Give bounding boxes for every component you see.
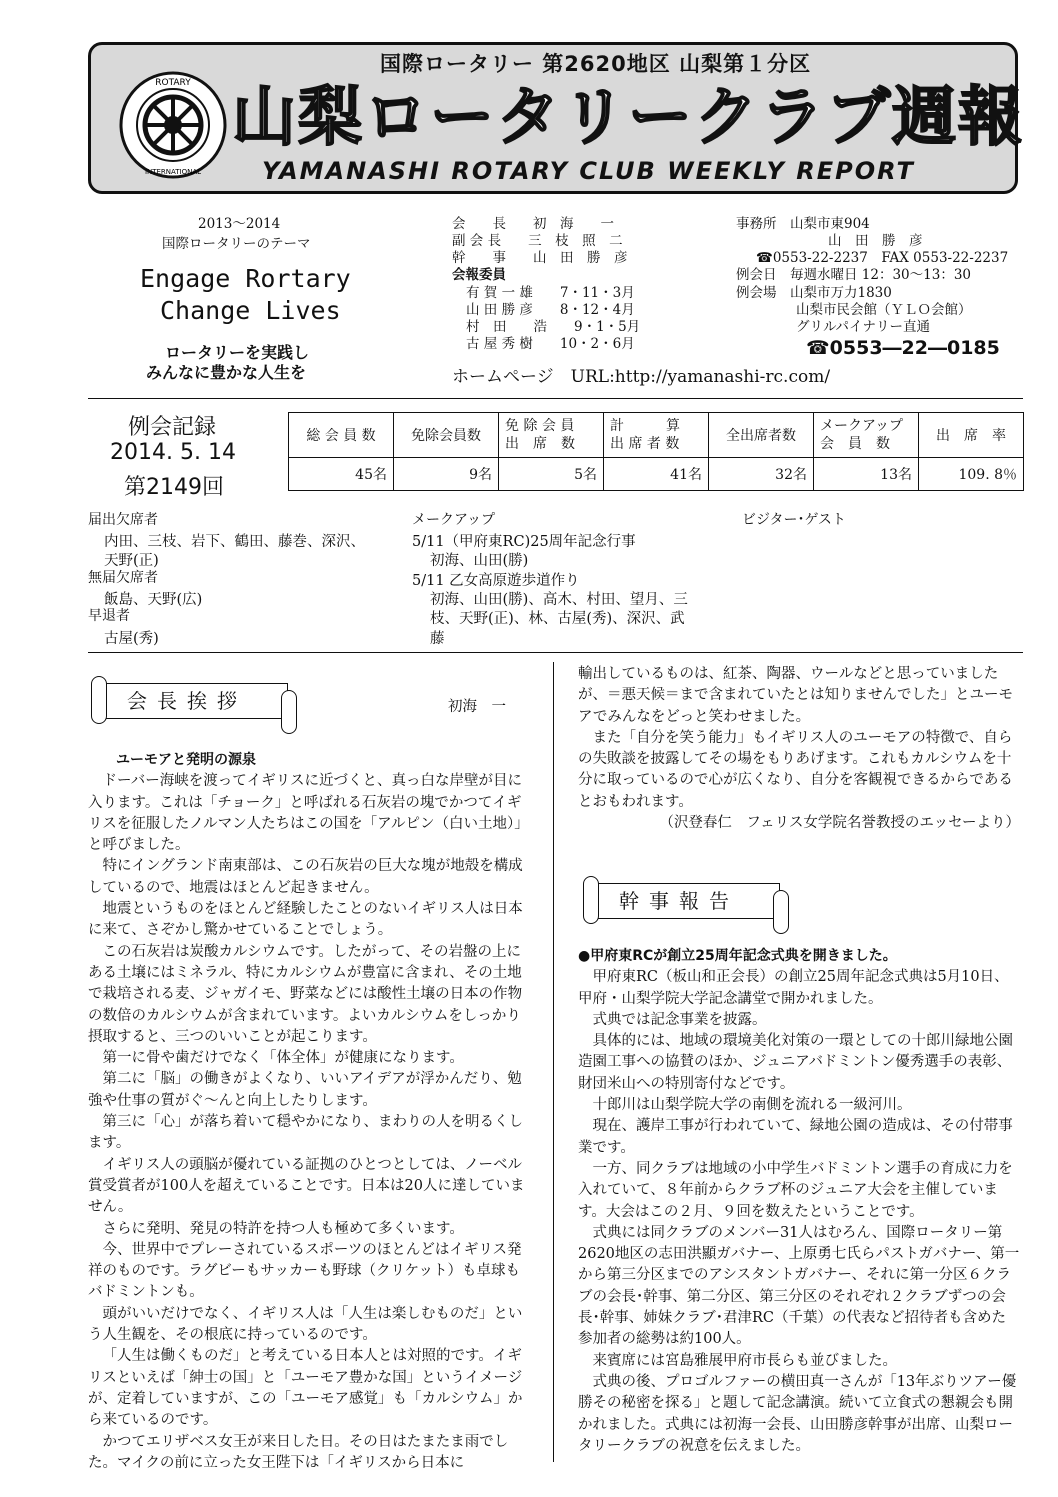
meeting-day: 例会日 毎週水曜日 12：30～13：30 — [736, 267, 972, 283]
theme-en-1: Engage Rortary — [140, 264, 351, 293]
logo-text-bottom: INTERNATIONAL — [144, 168, 202, 176]
attendance-value: 32名 — [709, 458, 814, 491]
paragraph: この石灰岩は炭酸カルシウムです。したがって、その岩盤の上にある土壌にはミネラル、特にカルシウムが豊富に含まれ、その土地で栽培される麦、ジャガイモ、野菜などには酸性土壌の日本の作物の数倍のカルシウムが含まれています。よいカルシウムをしっかり摂取すると、三つのいいことが起こります。 — [88, 943, 523, 1045]
paragraph: また「自分を笑う能力」もイギリス人のユーモアの特徴で、自らの失敗談を披露してその場をもりあげます。これもカルシウムを十分に取っているので心が広くなり、自分を客観視できるからであるとおもわれます。 — [578, 729, 1013, 810]
paragraph: 第三に「心」が落ち着いて穏やかになり、まわりの人を明るくします。 — [88, 1114, 523, 1152]
officer-secretary: 幹 事 山 田 勝 彦 — [452, 250, 628, 266]
attendance-header: 免除会員数 — [394, 413, 499, 458]
unnotified-absent-list: 飯島、天野(広) — [104, 592, 203, 608]
rotary-wheel-icon — [118, 70, 228, 180]
notified-absent-label: 届出欠席者 — [88, 512, 158, 528]
secretary-column — [578, 946, 1020, 1457]
attendance-value: 45名 — [289, 458, 394, 491]
makeup-line: 5/11 乙女高原遊歩道作り — [412, 573, 580, 589]
record-title: 例会記録 — [128, 415, 217, 440]
makeup-line: 藤 — [430, 631, 445, 647]
attendance-value: 13名 — [814, 458, 919, 491]
paragraph: 具体的には、地域の環境美化対策の一環としての十郎川緑地公園造園工事への協賛のほか、ジュニアバドミントン優秀選手の表彰、財団米山への特別寄付などです。 — [578, 1033, 1013, 1092]
notified-absent-list: 天野(正) — [104, 553, 159, 569]
paragraph: ドーバー海峡を渡ってイギリスに近づくと、真っ白な岸壁が目に入ります。これは「チョーク」と呼ばれる石灰岩の塊でかつてイギリスを征服したノルマン人たちはこの国を「アルピン（白い土地）」と呼びました。 — [88, 773, 529, 854]
makeup-line: 初海、山田(勝)、高木、村田、望月、三 — [430, 592, 688, 608]
committee-member: 山 田 勝 彦 8・12・4月 — [466, 302, 635, 318]
essay-source: （沢登春仁 フェリス女学院名誉教授のエッセーより） — [659, 815, 1020, 832]
homepage-url[interactable]: ホームページ URL:http://yamanashi-rc.com/ — [452, 367, 831, 387]
paragraph: 一方、同クラブは地域の小中学生バドミントン選手の育成に力を入れていて、８年前からクラブ杯のジュニア大会を主催しています。大会はこの２月、９回を数えたということです。 — [578, 1160, 1013, 1220]
paragraph: 第一に骨や歯だけでなく「体全体」が健康になります。 — [102, 1050, 464, 1067]
office-address: 事務所 山梨市東904 — [736, 216, 870, 232]
officer-president: 会 長 初 海 一 — [452, 216, 614, 232]
paragraph: 甲府東RC（板山和正会長）の創立25周年記念式典は5月10日、甲府・山梨学院大学記念講堂で開かれました。 — [578, 969, 1009, 1007]
theme-jp-1: ロータリーを実践し — [165, 343, 310, 362]
meeting-hall: 山梨市民会館（ＹＬＯ会館） — [796, 302, 972, 318]
committee-label: 会報委員 — [452, 267, 506, 283]
column-divider — [553, 662, 554, 1462]
grill-direct: グリルパイナリー直通 — [796, 319, 931, 335]
attendance-value: 109. 8％ — [919, 458, 1024, 491]
officer-vice: 副 会 長 三 枝 照 二 — [452, 233, 623, 249]
paragraph: 現在、護岸工事が行われていて、緑地公園の造成は、その付帯事業です。 — [578, 1118, 1013, 1156]
divider — [88, 398, 1023, 399]
president-continued — [578, 664, 1020, 834]
paragraph: 来賓席には宮島雅展甲府市長らも並びました。 — [592, 1352, 897, 1369]
paragraph: 地震というものをほとんど経験したことのないイギリス人は日本に来て、さぞかし驚かせていることでしょう。 — [88, 901, 523, 939]
masthead-subtitle: 国際ロータリー 第2620地区 山梨第１分区 — [380, 52, 812, 76]
president-heading: ユーモアと発明の源泉 — [116, 752, 256, 768]
paragraph: 特にイングランド南東部は、この石灰岩の巨大な塊が地殻を構成しているので、地震はほとんど起きません。 — [88, 858, 523, 896]
meeting-place: 例会場 山梨市万力1830 — [736, 285, 892, 301]
attendance-header: メークアップ 会 員 数 — [814, 413, 919, 458]
masthead-english: YAMANASHI ROTARY CLUB WEEKLY REPORT — [262, 157, 915, 185]
masthead-title: 山梨ロータリークラブ週報 — [232, 81, 1024, 155]
paragraph: 「人生は働くものだ」と考えている日本人とは対照的です。イギリスといえば「紳士の国」と「ユーモア豊かな国」というイメージが、定着していますが、この「ユーモア感覚」も「カルシウム」から来ているのです。 — [88, 1348, 523, 1429]
secretary-banner: 幹事報告 — [592, 883, 780, 919]
president-column — [88, 750, 530, 1474]
attendance-header: 免 除 会 員 出 席 数 — [499, 413, 604, 458]
grill-phone: ☎0553―22―0185 — [806, 337, 1000, 359]
makeup-line: 初海、山田(勝) — [430, 553, 529, 569]
president-banner: 会長挨拶 — [100, 683, 288, 719]
paragraph: イギリス人の頭脳が優れている証拠のひとつとしては、ノーベル賞受賞者が100人を超えていることです。日本は20人に達していません。 — [88, 1156, 525, 1216]
office-contact: 山 田 勝 彦 — [828, 233, 923, 249]
record-date: 2014. 5. 14 — [110, 440, 236, 465]
attendance-value: 41名 — [604, 458, 709, 491]
paragraph: 頭がいいだけでなく、イギリス人は「人生は楽しむものだ」という人生観を、その根底に持っているのです。 — [88, 1305, 523, 1344]
makeup-line: 5/11（甲府東RC)25周年記念行事 — [412, 534, 636, 550]
logo-text-top: ROTARY — [155, 78, 191, 88]
committee-member: 村 田 浩 9・1・5月 — [466, 319, 641, 335]
committee-member: 有 賀 一 雄 7・11・3月 — [466, 285, 635, 301]
makeup-label: メークアップ — [412, 512, 496, 528]
makeup-line: 枝、天野(正)、林、古屋(秀)、深沢、武 — [430, 611, 685, 627]
attendance-header: 総 会 員 数 — [289, 413, 394, 458]
paragraph: かつてエリザベス女王が来日した日。その日はたまたま雨でした。マイクの前に立った女王陛下は「イギリスから日本に — [88, 1433, 509, 1471]
paragraph: 今、世界中でプレーされているスポーツのほとんどはイギリス発祥のものです。ラグビーもサッカーも野球（クリケット）も卓球もバドミントンも。 — [88, 1241, 522, 1301]
paragraph: 式典には同クラブのメンバー31人はむろん、国際ロータリー第2620地区の志田洪顯ガバナー、上原勇七氏らパストガバナー、第一から第三分区までのアシスタントガバナー、それに第一分区６クラブの会長･幹事、第二分区、第三分区のそれぞれ２クラブずつの会長･幹事、姉妹クラブ･君津RC（千葉）の代表など招待者も含めた参加者の総勢は約100人。 — [578, 1224, 1020, 1348]
theme-jp-2: みんなに豊かな人生を — [146, 363, 307, 382]
notified-absent-list: 内田、三枝、岩下、鶴田、藤巻、深沢、 — [104, 534, 365, 550]
attendance-value: 5名 — [499, 458, 604, 491]
theme-year: 2013～2014 — [198, 216, 281, 232]
secretary-heading: ●甲府東RCが創立25周年記念式典を開きました。 — [578, 948, 897, 964]
paragraph: 十郎川は山梨学院大学の南側を流れる一級河川。 — [592, 1097, 912, 1114]
office-tel-fax: ☎0553-22-2237 FAX 0553-22-2237 — [756, 250, 1009, 266]
early-leave-list: 古屋(秀) — [104, 631, 159, 647]
paragraph: 式典の後、プロゴルファーの横田真一さんが「13年ぶりツアー優勝その秘密を探る」と題して記念講演。続いて立食式の懇親会も開かれました。式典には初海一会長、山田勝彦幹事が出席、山梨ロータリークラブの祝意を伝えました。 — [578, 1373, 1017, 1454]
early-leave-label: 早退者 — [88, 608, 130, 624]
attendance-table — [288, 412, 1024, 491]
unnotified-absent-label: 無届欠席者 — [88, 570, 158, 586]
divider — [88, 652, 1023, 653]
paragraph: さらに発明、発見の特許を持つ人も極めて多くいます。 — [102, 1220, 464, 1237]
attendance-value: 9名 — [394, 458, 499, 491]
record-number: 第2149回 — [124, 475, 224, 500]
visitor-label: ビジター･ゲスト — [742, 512, 846, 528]
paragraph: 式典では記念事業を披露。 — [592, 1011, 767, 1028]
paragraph: 第二に「脳」の働きがよくなり、いいアイデアが浮かんだり、勉強や仕事の質がぐ～んと向上したりします。 — [88, 1071, 522, 1109]
attendance-header: 全出席者数 — [709, 413, 814, 458]
theme-en-2: Change Lives — [160, 296, 341, 325]
paragraph: 輸出しているものは、紅茶、陶器、ウールなどと思っていましたが、＝悪天候＝まで含まれていたとは知りませんでした」とユーモアでみんなをどっと笑わせました。 — [578, 666, 1013, 725]
attendance-header: 計 算 出 席 者 数 — [604, 413, 709, 458]
committee-member: 古 屋 秀 樹 10・2・6月 — [466, 336, 635, 352]
theme-label: 国際ロータリーのテーマ — [162, 236, 311, 252]
president-author: 初海 一 — [448, 699, 506, 715]
attendance-header: 出 席 率 — [919, 413, 1024, 458]
